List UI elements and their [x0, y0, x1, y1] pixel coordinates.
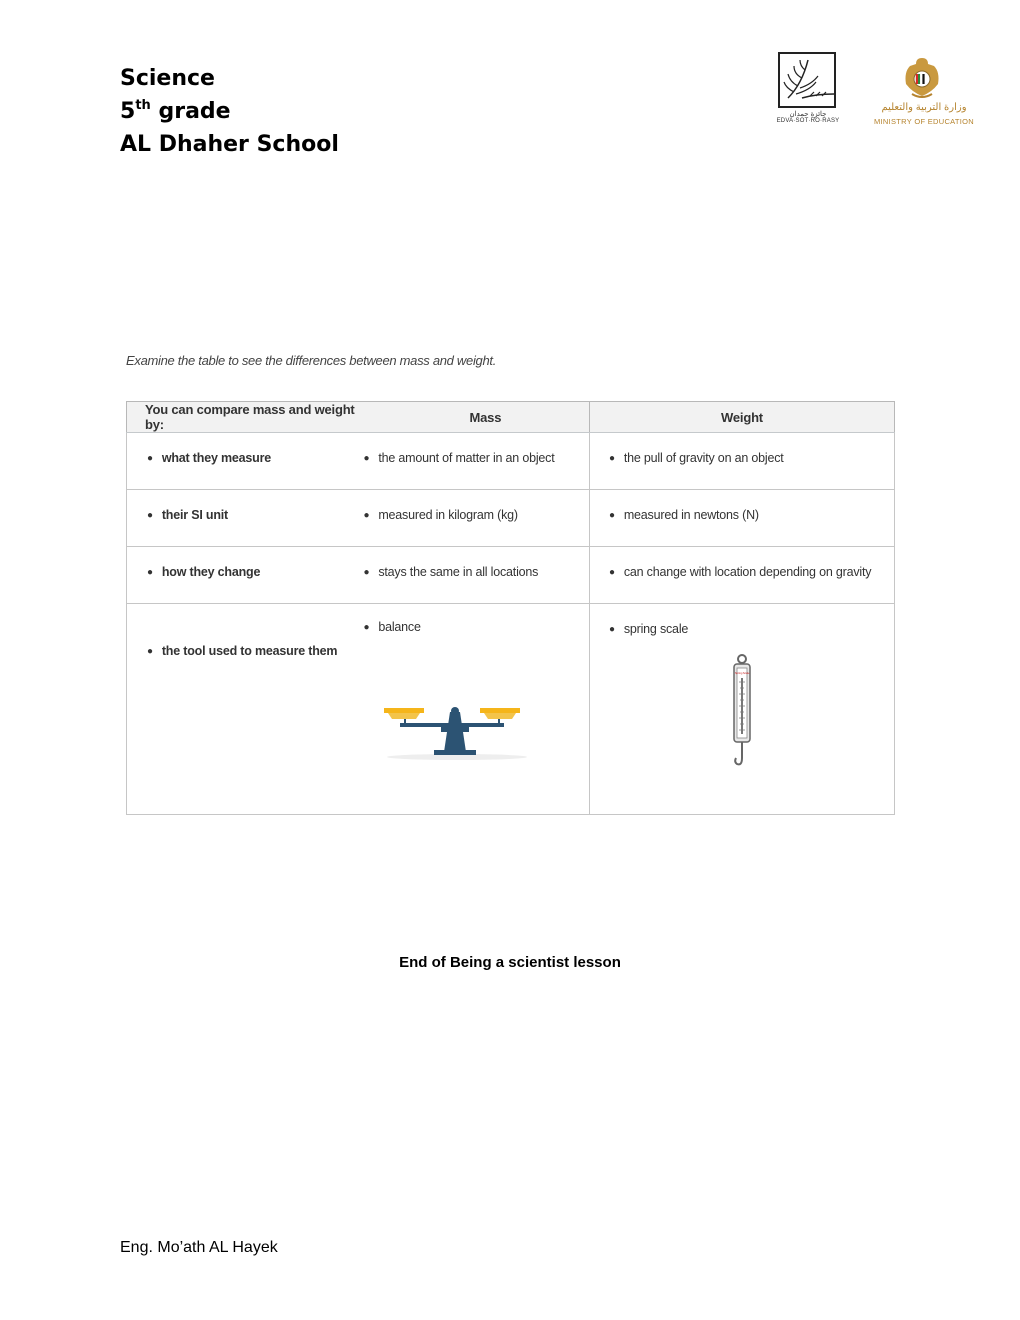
- table-row: [127, 604, 895, 815]
- criterion-cell: [127, 433, 360, 490]
- bullet-icon: ●: [609, 453, 615, 464]
- bullet-icon: ●: [609, 510, 615, 521]
- grade-title: [120, 95, 339, 128]
- header-compare: You can compare mass and weight by:: [127, 402, 360, 433]
- mass-text: measured in kilogram (kg): [378, 508, 518, 522]
- mass-weight-table: [126, 401, 895, 815]
- award-logo-english-text: EDVA·SOT·RO·RASY: [776, 118, 840, 124]
- ministry-english-name: MINISTRY OF EDUCATION: [873, 117, 975, 126]
- award-logo-arabic-text: جائزة حمدان: [789, 111, 827, 118]
- header-weight: Weight: [590, 402, 895, 433]
- spring-scale-icon: [728, 654, 756, 772]
- table-row: [127, 547, 895, 604]
- bullet-icon: ●: [147, 567, 153, 578]
- bullet-icon: ●: [363, 453, 370, 464]
- bullet-icon: ●: [363, 622, 370, 633]
- weight-text: measured in newtons (N): [623, 508, 759, 522]
- mass-cell: [360, 433, 590, 490]
- uae-emblem-icon: [902, 54, 942, 100]
- subject-title: Science: [120, 66, 215, 91]
- weight-cell: [590, 490, 895, 547]
- bullet-icon: ●: [363, 510, 370, 521]
- criterion-text: how they change: [161, 565, 261, 579]
- mass-text: the amount of matter in an object: [378, 451, 555, 465]
- weight-cell: [590, 604, 895, 815]
- bullet-icon: ●: [147, 453, 153, 464]
- spring-scale-label: Spring Scale: [734, 671, 750, 675]
- weight-text: spring scale: [623, 622, 689, 636]
- weight-cell: [590, 433, 895, 490]
- grade-suffix: th: [135, 98, 151, 113]
- mass-cell: [360, 490, 590, 547]
- criterion-text: the tool used to measure them: [161, 644, 338, 658]
- table-intro: Examine the table to see the differences between mass and weight.: [126, 353, 497, 368]
- mass-text: balance: [378, 620, 421, 634]
- table-row: [127, 433, 895, 490]
- mass-cell: [360, 604, 590, 815]
- grade-word: grade: [158, 99, 231, 124]
- weight-text: can change with location depending on gravity: [623, 565, 872, 579]
- grade-number: 5: [120, 99, 136, 124]
- criterion-cell: [127, 547, 360, 604]
- mass-text: stays the same in all locations: [378, 565, 539, 579]
- end-of-lesson-text: End of Being a scientist lesson: [399, 954, 621, 971]
- balance-icon: [384, 704, 530, 762]
- document-header: [120, 62, 339, 161]
- author-footer: Eng. Mo’ath AL Hayek: [120, 1239, 278, 1256]
- award-logo: [778, 52, 836, 108]
- bullet-icon: ●: [363, 567, 370, 578]
- bullet-icon: ●: [609, 567, 615, 578]
- header-mass: Mass: [360, 402, 590, 433]
- mass-cell: [360, 547, 590, 604]
- criterion-cell: [127, 490, 360, 547]
- weight-text: the pull of gravity on an object: [623, 451, 784, 465]
- bullet-icon: ●: [147, 510, 153, 521]
- logos-group: [776, 50, 980, 130]
- bullet-icon: ●: [147, 646, 153, 657]
- table-row: [127, 490, 895, 547]
- wheat-icon: [780, 54, 834, 106]
- criterion-cell: [127, 604, 360, 815]
- criterion-text: what they measure: [161, 451, 271, 465]
- ministry-arabic-name: وزارة التربية والتعليم: [881, 102, 967, 113]
- bullet-icon: ●: [609, 624, 615, 635]
- table-header-row: [127, 402, 895, 433]
- school-title: AL Dhaher School: [120, 132, 339, 157]
- criterion-text: their SI unit: [161, 508, 228, 522]
- weight-cell: [590, 547, 895, 604]
